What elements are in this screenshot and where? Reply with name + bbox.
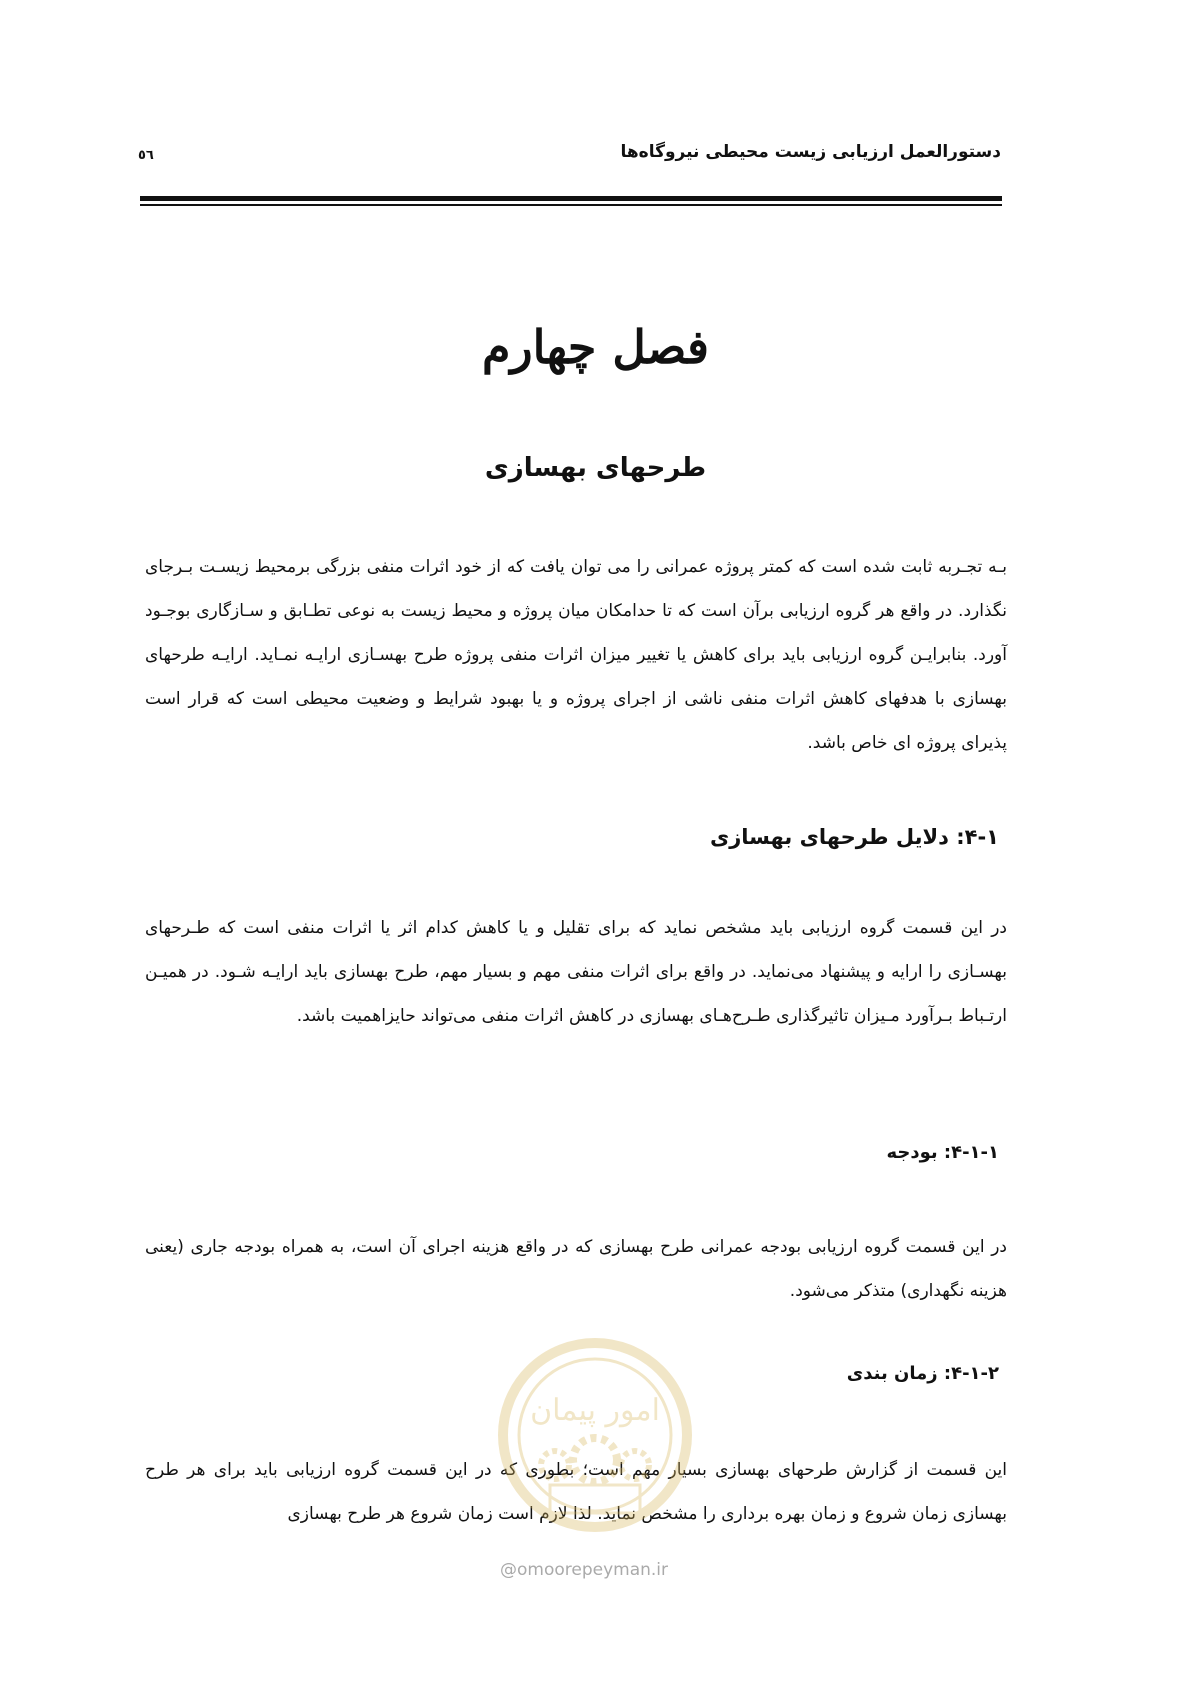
watermark-logo-text: امور پیمان bbox=[530, 1393, 660, 1428]
subsection-text-schedule: این قسمت از گزارش طرحهای بهسازی بسیار مهم است؛ بطوری که در این قسمت گروه ارزیابی باید برای هر طرح بهسازی زمان شروع و زمان بهره برداری را مشخص نماید. لذا لازم است زمان شروع هر طرح بهسازی bbox=[145, 1460, 1007, 1524]
subsection-heading-reasons: ۴-۱: دلایل طرحهای بهسازی bbox=[709, 825, 999, 849]
header-rule-thin bbox=[140, 204, 1002, 206]
subsection-text-reasons: در این قسمت گروه ارزیابی باید مشخص نماید که برای تقلیل و یا کاهش کدام اثر یا اثرات منفی است که طـرحهای بهسـازی را ارایه و پیشنهاد می‌نماید. در واقع برای اثرات منفی مهم و بسیار مهم، طرح بهسازی باید ارایـه شـود. در همیـن ارتـباط بـرآورد مـیزان تاثیرگذاری طـرح‌هـای بهسازی در کاهش اثرات منفی می‌تواند حایزاهمیت باشد. bbox=[145, 918, 1007, 1026]
chapter-title: فصل چهارم bbox=[481, 320, 710, 374]
header-rule-thick bbox=[140, 196, 1002, 201]
intro-paragraph: بـه تجـربه ثابت شده است که کمتر پروژه عمرانی را می توان یافت که از خود اثرات منفی بزرگی برمحیط زیسـت بـرجای نگذارد. در واقع هر گروه ارزیابی برآن است که تا حدامکان میان پروژه و محیط زیست به نوعی تطـابق و سـازگاری بوجـود آورد. بنابرایـن گروه ارزیابی باید برای کاهش یا تغییر میزان اثرات منفی پروژه طرح بهسـازی ارایـه نمـاید. ارایـه طرحهای بهسازی با هدفهای کاهش اثرات منفی ناشی از اجرای پروژه و یا بهبود شرایط و وضعیت محیطی است که قرار است پذیرای پروژه ای خاص باشد. bbox=[145, 557, 1007, 753]
running-header-title: دستورالعمل ارزیابی زیست محیطی نیروگاه‌ها bbox=[620, 142, 1001, 162]
watermark-logo bbox=[495, 1335, 695, 1535]
subsection-heading-budget: ۴-۱-۱: بودجه bbox=[886, 1142, 999, 1163]
subsection-heading-schedule: ۴-۱-۲: زمان بندی bbox=[846, 1363, 999, 1384]
page-number: ٥٦ bbox=[138, 148, 154, 163]
subsection-text-budget: در این قسمت گروه ارزیابی بودجه عمرانی طرح بهسازی که در واقع هزینه اجرای آن است، به همراه بودجه جاری (یعنی هزینه نگهداری) متذکر می‌شود. bbox=[145, 1237, 1007, 1301]
watermark-site-text: @omoorepeyman.ir bbox=[500, 1560, 669, 1580]
section-title: طرحهای بهسازی bbox=[484, 453, 707, 483]
